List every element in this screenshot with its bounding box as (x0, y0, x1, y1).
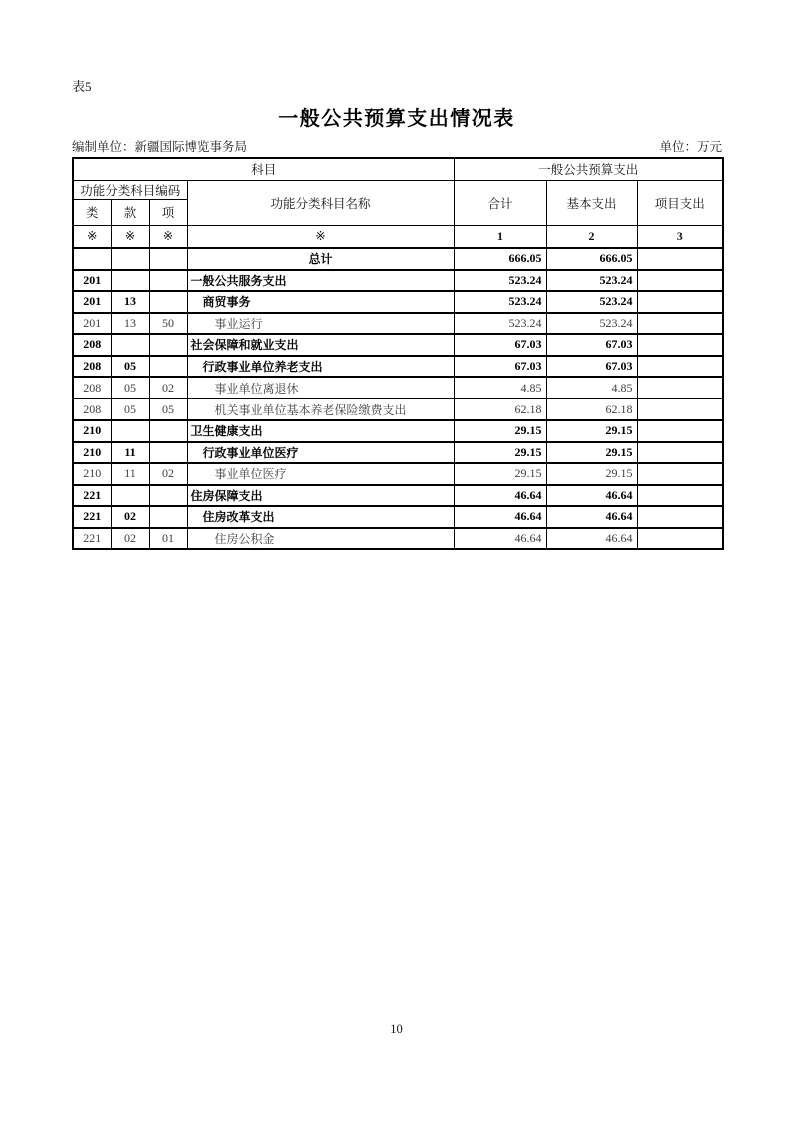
cell-basic-expense: 29.15 (546, 420, 637, 442)
cell-class-code: 201 (73, 270, 111, 292)
cell-subject-name: 事业单位医疗 (187, 463, 454, 485)
header-col-name: 功能分类科目名称 (187, 180, 454, 225)
table-row (73, 291, 723, 313)
cell-section-code: 13 (111, 291, 149, 313)
cell-class-code: 201 (73, 313, 111, 335)
cell-basic-expense: 29.15 (546, 463, 637, 485)
cell-total: 523.24 (454, 270, 546, 292)
cell-item-code: 05 (149, 399, 187, 421)
header-mark: ※ (73, 225, 111, 248)
header-budget-group: 一般公共预算支出 (454, 158, 723, 180)
cell-project-expense (637, 506, 723, 528)
cell-section-code: 11 (111, 463, 149, 485)
cell-basic-expense: 4.85 (546, 377, 637, 399)
cell-basic-expense: 29.15 (546, 442, 637, 464)
cell-class-code: 221 (73, 485, 111, 507)
cell-class-code: 208 (73, 334, 111, 356)
cell-total: 67.03 (454, 334, 546, 356)
page-title: 一般公共预算支出情况表 (278, 108, 515, 130)
table-row (73, 528, 723, 550)
cell-subject-name: 住房公积金 (187, 528, 454, 550)
page-number: 10 (390, 1022, 403, 1036)
cell-class-code: 210 (73, 442, 111, 464)
cell-class-code: 221 (73, 506, 111, 528)
cell-section-code (111, 420, 149, 442)
cell-class-code: 210 (73, 420, 111, 442)
cell-basic-expense: 46.64 (546, 506, 637, 528)
cell-basic-expense: 523.24 (546, 291, 637, 313)
header-col-project: 项目支出 (637, 180, 723, 225)
cell-total: 523.24 (454, 313, 546, 335)
cell-item-code (149, 485, 187, 507)
cell-section-code (111, 485, 149, 507)
cell-project-expense (637, 399, 723, 421)
cell-subject-name: 机关事业单位基本养老保险缴费支出 (187, 399, 454, 421)
cell-project-expense (637, 334, 723, 356)
cell-section-code (111, 334, 149, 356)
table-row (73, 463, 723, 485)
header-row-code-group (73, 180, 723, 199)
cell-total: 67.03 (454, 356, 546, 378)
cell-subject-name: 行政事业单位养老支出 (187, 356, 454, 378)
unit-note: 单位：万元 (659, 140, 722, 154)
prepared-by-value: 新疆国际博览事务局 (134, 140, 248, 154)
cell-project-expense (637, 442, 723, 464)
cell-project-expense (637, 356, 723, 378)
cell-subject-name: 住房改革支出 (187, 506, 454, 528)
table-row (73, 377, 723, 399)
header-col-item: 项 (149, 199, 187, 225)
table-row (73, 442, 723, 464)
cell-subject-name: 事业单位离退休 (187, 377, 454, 399)
table-row (73, 420, 723, 442)
header-mark: ※ (149, 225, 187, 248)
cell-item-code: 02 (149, 463, 187, 485)
cell-total: 666.05 (454, 248, 546, 270)
cell-subject-name: 住房保障支出 (187, 485, 454, 507)
header-col-total: 合计 (454, 180, 546, 225)
cell-total: 62.18 (454, 399, 546, 421)
cell-basic-expense: 67.03 (546, 334, 637, 356)
table-row (73, 334, 723, 356)
cell-item-code (149, 442, 187, 464)
header-col-number-1: 1 (454, 225, 546, 248)
cell-section-code (111, 270, 149, 292)
cell-total: 46.64 (454, 485, 546, 507)
table-row (73, 399, 723, 421)
cell-total: 29.15 (454, 442, 546, 464)
cell-subject-name: 商贸事务 (187, 291, 454, 313)
cell-item-code: 50 (149, 313, 187, 335)
cell-project-expense (637, 291, 723, 313)
cell-project-expense (637, 248, 723, 270)
budget-table (72, 157, 724, 550)
cell-item-code (149, 270, 187, 292)
cell-project-expense (637, 420, 723, 442)
cell-section-code: 11 (111, 442, 149, 464)
cell-item-code (149, 248, 187, 270)
cell-basic-expense: 523.24 (546, 313, 637, 335)
cell-item-code (149, 420, 187, 442)
meta-line (72, 137, 722, 155)
header-col-section: 款 (111, 199, 149, 225)
cell-subject-name: 事业运行 (187, 313, 454, 335)
budget-table-header (73, 158, 723, 248)
cell-section-code: 13 (111, 313, 149, 335)
cell-section-code (111, 248, 149, 270)
table-row (73, 270, 723, 292)
cell-item-code: 01 (149, 528, 187, 550)
header-subject: 科目 (73, 158, 454, 180)
cell-class-code: 201 (73, 291, 111, 313)
cell-project-expense (637, 270, 723, 292)
cell-class-code: 221 (73, 528, 111, 550)
header-mark: ※ (187, 225, 454, 248)
cell-project-expense (637, 377, 723, 399)
cell-total: 29.15 (454, 463, 546, 485)
cell-item-code (149, 334, 187, 356)
cell-total: 523.24 (454, 291, 546, 313)
budget-table-body (73, 248, 723, 549)
cell-project-expense (637, 485, 723, 507)
sheet-label: 表5 (72, 79, 92, 94)
cell-total: 29.15 (454, 420, 546, 442)
cell-basic-expense: 46.64 (546, 528, 637, 550)
cell-subject-name: 社会保障和就业支出 (187, 334, 454, 356)
cell-subject-name: 一般公共服务支出 (187, 270, 454, 292)
cell-project-expense (637, 528, 723, 550)
cell-item-code (149, 291, 187, 313)
cell-item-code (149, 356, 187, 378)
header-col-class: 类 (73, 199, 111, 225)
header-col-number-2: 2 (546, 225, 637, 248)
header-row-marks (73, 225, 723, 248)
cell-item-code: 02 (149, 377, 187, 399)
cell-section-code: 05 (111, 377, 149, 399)
cell-class-code: 208 (73, 377, 111, 399)
cell-item-code (149, 506, 187, 528)
cell-basic-expense: 523.24 (546, 270, 637, 292)
cell-section-code: 05 (111, 399, 149, 421)
prepared-by-label: 编制单位： (72, 140, 135, 154)
cell-class-code: 210 (73, 463, 111, 485)
cell-subject-name: 总计 (187, 248, 454, 270)
header-code-group: 功能分类科目编码 (73, 180, 187, 199)
cell-project-expense (637, 463, 723, 485)
header-mark: ※ (111, 225, 149, 248)
header-row-groups (73, 158, 723, 180)
cell-total: 46.64 (454, 506, 546, 528)
cell-section-code: 02 (111, 506, 149, 528)
table-row (73, 356, 723, 378)
cell-basic-expense: 46.64 (546, 485, 637, 507)
cell-basic-expense: 62.18 (546, 399, 637, 421)
cell-project-expense (637, 313, 723, 335)
prepared-by (72, 137, 247, 155)
cell-basic-expense: 666.05 (546, 248, 637, 270)
cell-section-code: 05 (111, 356, 149, 378)
cell-class-code: 208 (73, 356, 111, 378)
cell-subject-name: 卫生健康支出 (187, 420, 454, 442)
cell-basic-expense: 67.03 (546, 356, 637, 378)
table-row (73, 248, 723, 270)
table-row (73, 485, 723, 507)
table-row (73, 313, 723, 335)
table-row (73, 506, 723, 528)
header-col-basic: 基本支出 (546, 180, 637, 225)
cell-total: 4.85 (454, 377, 546, 399)
cell-section-code: 02 (111, 528, 149, 550)
cell-class-code (73, 248, 111, 270)
cell-total: 46.64 (454, 528, 546, 550)
cell-subject-name: 行政事业单位医疗 (187, 442, 454, 464)
header-col-number-3: 3 (637, 225, 723, 248)
cell-class-code: 208 (73, 399, 111, 421)
